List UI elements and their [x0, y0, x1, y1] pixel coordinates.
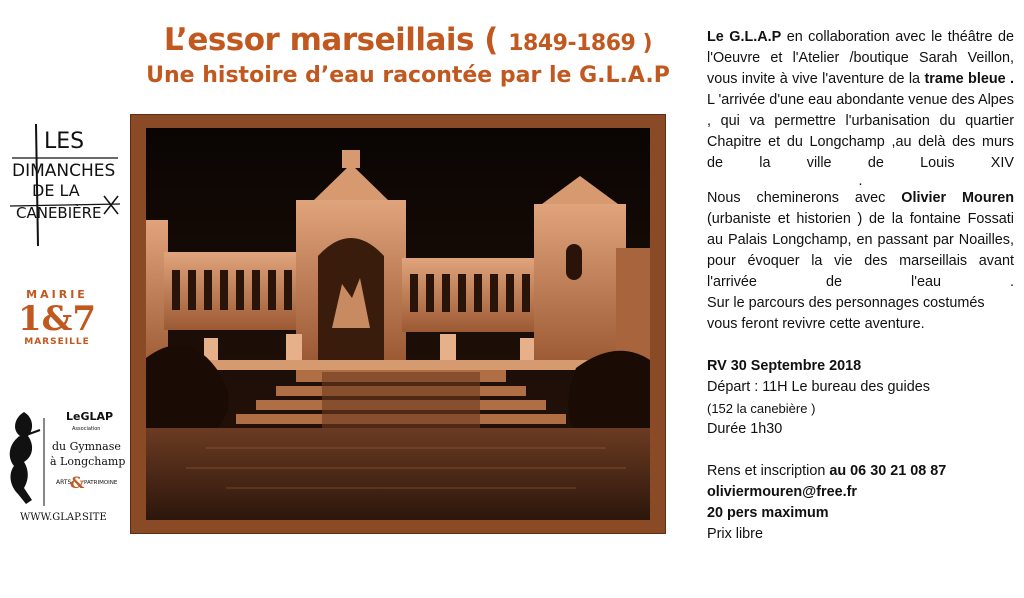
mairie-bottom: MARSEILLE	[24, 337, 90, 347]
price: Prix libre	[707, 526, 763, 542]
mairie-number: 1&7	[17, 299, 96, 339]
glap-patrimoine: PATRIMOINE	[84, 480, 118, 486]
glap-website: WWW.GLAP.SITE	[20, 512, 107, 523]
glap-line-2: à Longchamp	[50, 455, 126, 468]
duration: Durée 1h30	[707, 421, 783, 437]
palais-longchamp-photo-frame	[130, 114, 666, 534]
title-subtitle: Une histoire d’eau racontée par le G.L.A.P	[146, 63, 670, 89]
glap-logo	[4, 408, 126, 528]
departure-address: (152 la canebière )	[707, 401, 816, 416]
guide-name: Olivier Mouren	[901, 190, 1015, 206]
max-participants: 20 pers maximum	[707, 505, 829, 521]
rendezvous-date: RV 30 Septembre 2018	[707, 358, 862, 374]
route-paragraph: Nous cheminerons avec Olivier Mouren (urbaniste et historien ) de la fontaine Fossati au Palais Longchamp, en passant par Noailles, pour évoquer la vie des marseillais avant l'arrivée de l'eau .	[707, 190, 1015, 290]
glap-line-1: du Gymnase	[52, 440, 121, 453]
phone-number: au 06 30 21 08 87	[829, 463, 947, 479]
departure-info: Départ : 11H Le bureau des guides	[707, 379, 930, 395]
dimanches-line-4: CANEBIÈRE	[16, 204, 102, 222]
registration-info: Rens et inscription au 06 30 21 08 87	[707, 463, 947, 479]
dimanches-line-1: LES	[44, 129, 85, 154]
mairie-1-7-logo	[14, 288, 100, 354]
glap-arts: ARTS	[56, 479, 72, 486]
palais-longchamp-photo	[146, 128, 650, 520]
title-main: L’essor marseillais (	[163, 22, 509, 58]
dimanches-canebiere-logo	[8, 118, 120, 248]
title-years: 1849-1869 )	[508, 31, 653, 56]
intro-paragraph: Le G.L.A.P en collaboration avec le théâtre de l'Oeuvre et l'Atelier /boutique Sarah Veillon, vous invite à vive l'aventure de la trame bleue . L 'arrivée d'une eau abondante venue des Alpes , qui va permettre l'urbanisation du quartier Chapitre et du Longchamp ,au delà des murs de la ville de Louis XIV	[707, 29, 1015, 171]
glap-ampersand: &	[70, 473, 85, 492]
trame-bleue: trame bleue .	[924, 71, 1015, 87]
costume-paragraph: Sur le parcours des personnages costumés vous feront revivre cette aventure.	[707, 295, 985, 332]
glap-name: LeGLAP	[66, 410, 114, 423]
dimanches-line-2: DIMANCHES	[12, 161, 116, 181]
glap-association: Association	[72, 426, 101, 432]
glap-label: Le G.L.A.P	[707, 29, 782, 45]
dimanches-line-3: DE LA	[32, 181, 80, 200]
contact-email: oliviermouren@free.fr	[707, 484, 857, 500]
event-description: Le G.L.A.P en collaboration avec le théâtre de l'Oeuvre et l'Atelier /boutique Sarah Veillon, vous invite à vive l'aventure de la trame bleue . L 'arrivée d'une eau abondante venue des Alpes , qui va permettre l'urbanisation du quartier Chapitre et du Longchamp ,au delà des murs de la ville de Louis XIV . Nous cheminerons avec Olivier Mouren (urbaniste et historien ) de la fontaine Fossati au Palais Longchamp, en passant par Noailles, pour évoquer la vie des marseillais avant l'arrivée de l'eau . Sur le parcours des personnages costumés vous feront revivre cette aventure. RV 30 Septembre 2018 Départ : 11H Le bureau des guides (152 la canebière ) Durée 1h30 Rens et inscription au 06 30 21 08 87 oliviermouren@free.fr 20 pers maximum Prix libre	[707, 27, 1014, 545]
mairie-top: MAIRIE	[26, 288, 88, 301]
poster-title	[128, 22, 688, 90]
